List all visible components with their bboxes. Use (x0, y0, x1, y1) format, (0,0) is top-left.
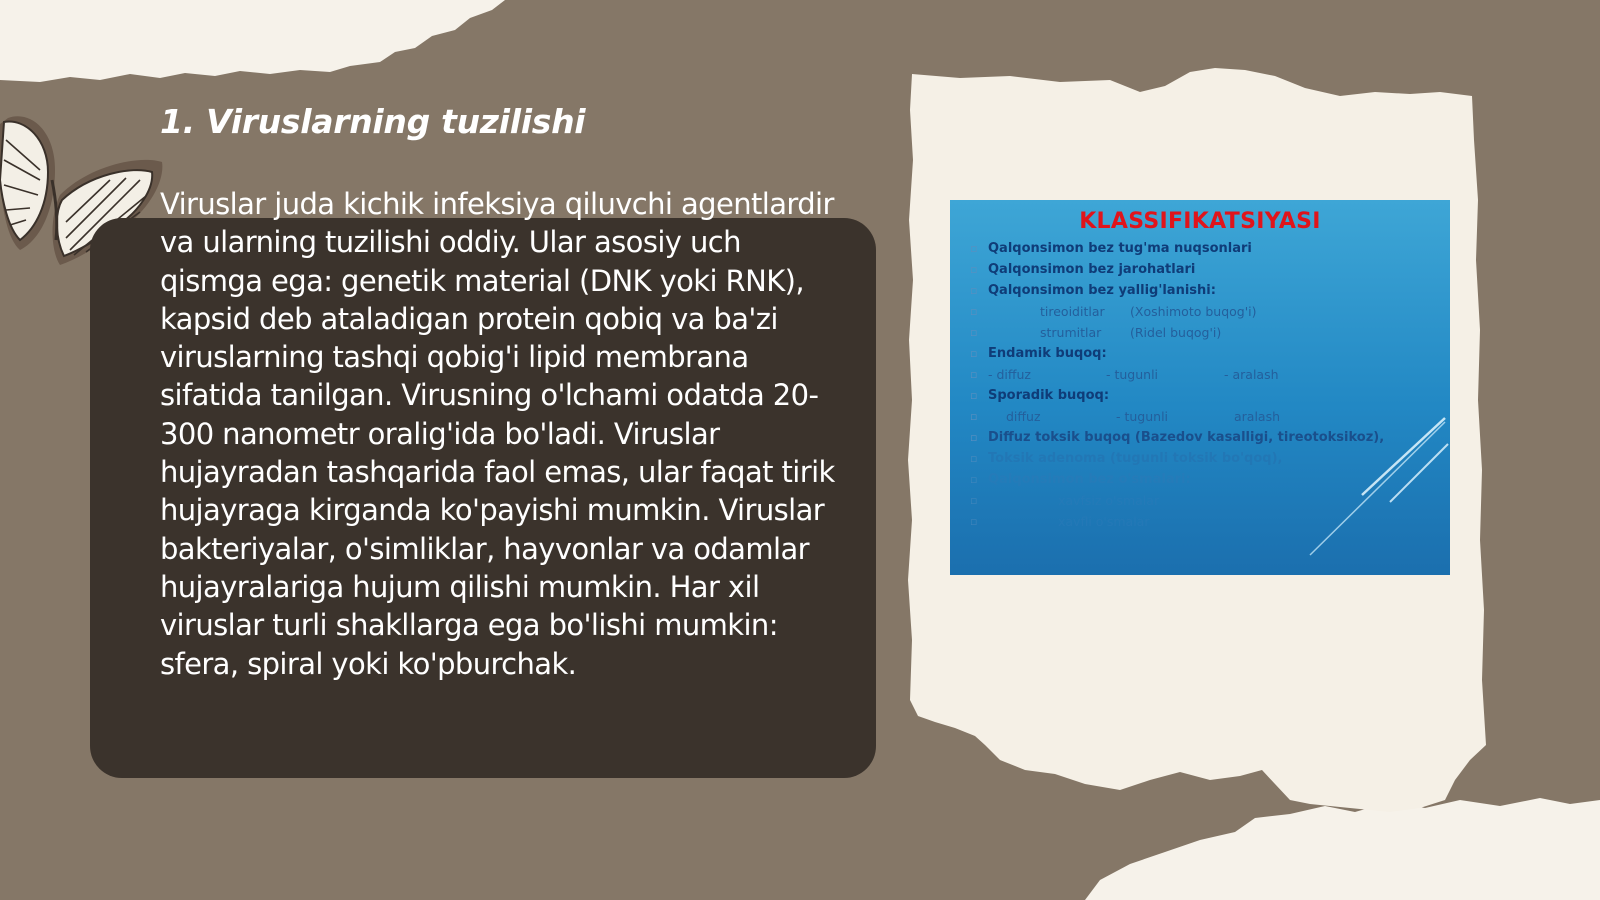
list-item: ▫ Sporadik buqoq: (968, 385, 1443, 406)
embedded-slide-image (950, 200, 1450, 575)
list-item: ▫ xavfli o'smalar (968, 511, 1443, 532)
decorative-lines (950, 200, 1450, 575)
embedded-slide-title: KLASSIFIKATSIYASI (1079, 209, 1321, 234)
list-item: ▫ Diffuz toksik buqoq (Bazedov kasalligi, tireotoksikoz), (968, 427, 1443, 448)
list-item: ▫ xavfsiz o'smalar (968, 490, 1443, 511)
list-item: ▫ Qalqonsimon bez tug'ma nuqsonlari (968, 238, 1443, 259)
slide-title: 1. Viruslarning tuzilishi (160, 102, 586, 141)
list-item: ▫ diffuz - tugunli aralash (968, 406, 1443, 427)
list-item: ▫ Endamik buqoq: (968, 343, 1443, 364)
list-item: ▫ Qalqonsimon bez jarohatlari (968, 259, 1443, 280)
list-item: ▫ Toksik adenoma (tugunli toksik bo'qoq), (968, 448, 1443, 469)
list-item: ▫ - diffuz - tugunli - aralash (968, 364, 1443, 385)
list-item: ▫ tireoiditlar (Xoshimoto buqog'i) (968, 301, 1443, 322)
list-item: ▫ Qalqonsimon bez yallig'lanishi: (968, 280, 1443, 301)
body-text: Viruslar juda kichik infeksiya qiluvchi agentlardir va ularning tuzilishi oddiy. Ular asosiy uch qismga ega: genetik material (DNK yoki RNK), kapsid deb ataladigan protein qobiq va ba'zi viruslarning tashqi qobig'i lipid membrana sifatida tanilgan. Virusning o'lchami odatda 20-300 nanometr oralig'ida bo'ladi. Viruslar hujayradan tashqarida faol emas, ular faqat tirik hujayraga kirganda ko'payishi mumkin. Viruslar bakteriyalar, o'simliklar, hayvonlar va odamlar hujayralariga hujum qilishi mumkin. Har xil viruslar turli shakllarga ega bo'lishi mumkin: sfera, spiral yoki ko'pburchak. (160, 187, 835, 681)
list-item: ▫ strumitlar (Ridel buqog'i) (968, 322, 1443, 343)
list-item: ▫ Qalqonsimon bez o'smalari: (968, 469, 1443, 490)
